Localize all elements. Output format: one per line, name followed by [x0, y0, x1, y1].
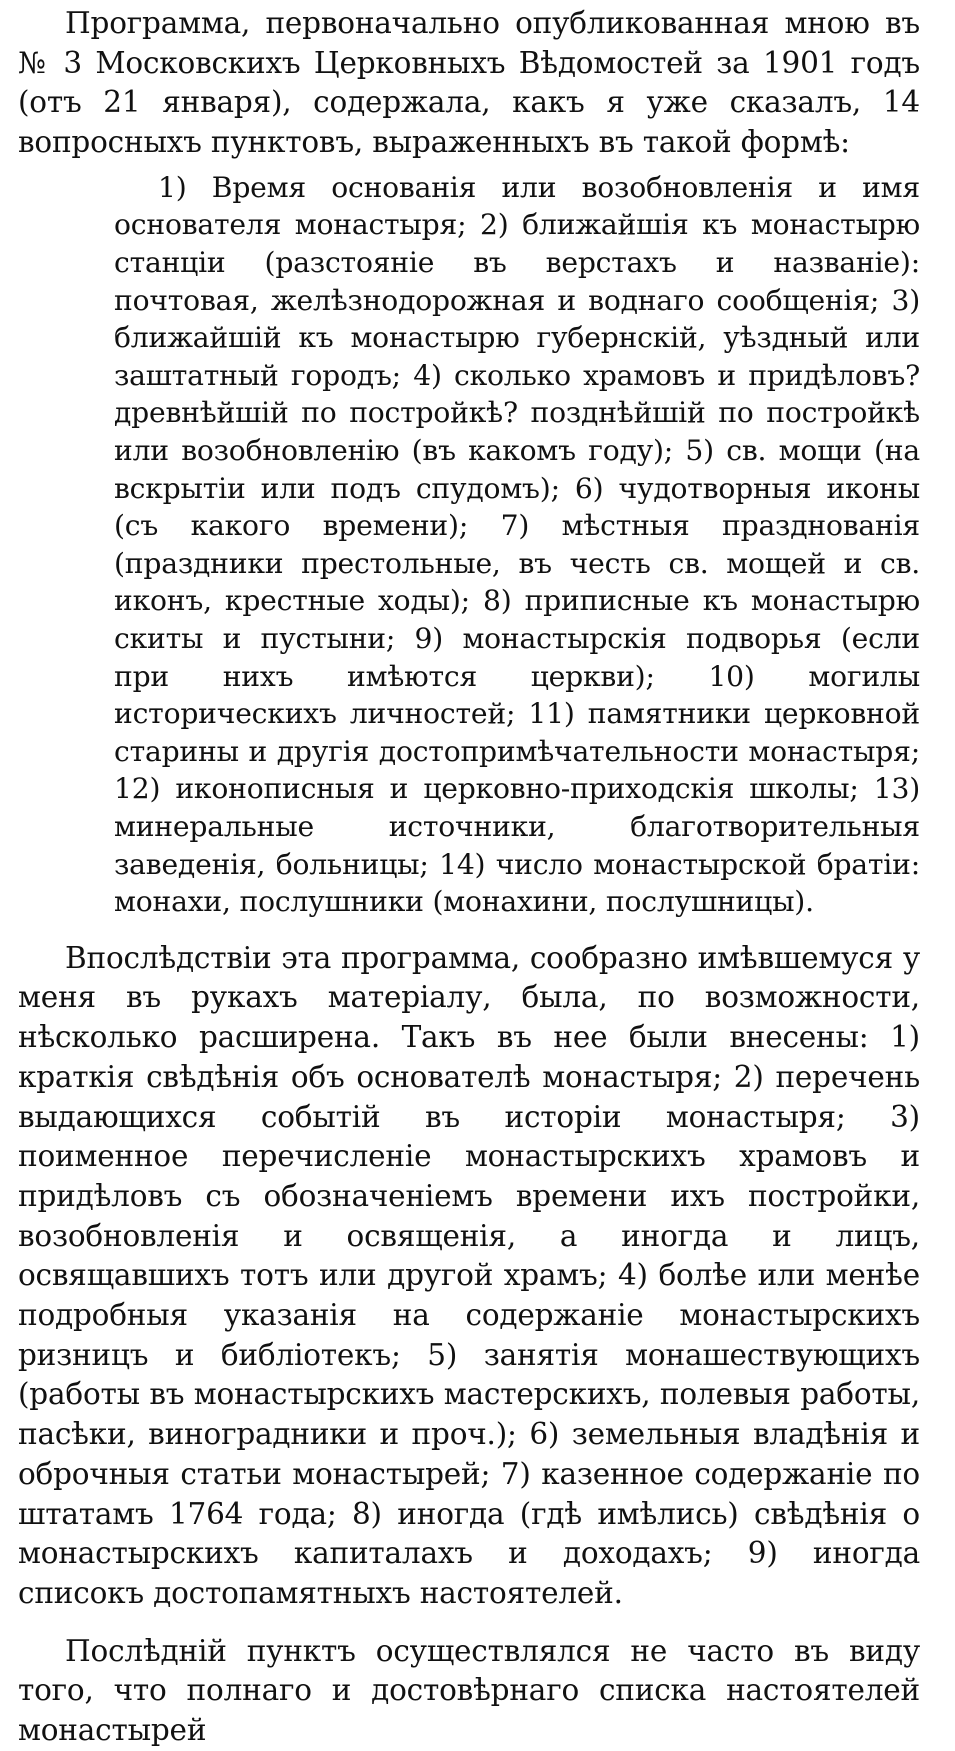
question-list-paragraph: 1) Время основанія или возобновленія и имя основателя монастыря; 2) ближайшія къ монастырю станціи (разстояніе въ верстахъ и названіе): почтовая, желѣзнодорожная и воднаго сообщенія; 3) ближайшій къ монастырю губернскій, уѣздный или заштатный городъ; 4) сколько храмовъ и придѣловъ? древнѣйшій по постройкѣ? позднѣйшій по постройкѣ или возобновленію (въ какомъ году); 5) св. мощи (на вскрытіи или подъ спудомъ); 6) чудотворныя иконы (съ какого времени); 7) мѣстныя празднованія (праздники престольные, въ честь св. мощей и св. иконъ, крестные ходы); 8) приписные къ монастырю скиты и пустыни; 9) монастырскія подворья (если при нихъ имѣются церкви); 10) могилы историческихъ личностей; 11) памятники церковной старины и другія достопримѣчательности монастыря; 12) иконописныя и церковно-приходскія школы; 13) минеральные источники, благотворительныя заведенія, больницы; 14) число монастырской братіи: монахи, послушники (монахини, послушницы). — [114, 170, 920, 919]
intro-paragraph: Программа, первоначально опубликованная мною въ № 3 Московскихъ Церковныхъ Вѣдомостей за 1901 годъ (отъ 21 января), содержала, какъ я уже сказалъ, 14 вопросныхъ пунктовъ, выраженныхъ въ такой формѣ: — [18, 6, 920, 160]
expansion-paragraph: Впослѣдствіи эта программа, сообразно имѣвшемуся у меня въ рукахъ матеріалу, была, по возможности, нѣсколько расширена. Такъ въ нее были внесены: 1) краткія свѣдѣнія объ основателѣ монастыря; 2) перечень выдающихся событій въ исторіи монастыря; 3) поименное перечисленіе монастырскихъ храмовъ и придѣловъ съ обозначеніемъ времени ихъ постройки, возобновленія и освященія, а иногда и лицъ, освящавшихъ тотъ или другой храмъ; 4) болѣе или менѣе подробныя указанія на содержаніе монастырскихъ ризницъ и библіотекъ; 5) занятія монашествующихъ (работы въ монастырскихъ мастерскихъ, полевыя работы, пасѣки, виноградники и проч.); 6) земельныя владѣнія и оброчныя статьи монастырей; 7) казенное содержаніе по штатамъ 1764 года; 8) иногда (гдѣ имѣлись) свѣдѣнія о монастырскихъ капиталахъ и доходахъ; 9) иногда списокъ достопамятныхъ настоятелей. — [18, 940, 920, 1610]
document-page — [18, 4, 920, 1751]
last-paragraph: Послѣдній пунктъ осуществлялся не часто въ виду того, что полнаго и достовѣрнаго списка настоятелей монастырей — [18, 1633, 920, 1748]
